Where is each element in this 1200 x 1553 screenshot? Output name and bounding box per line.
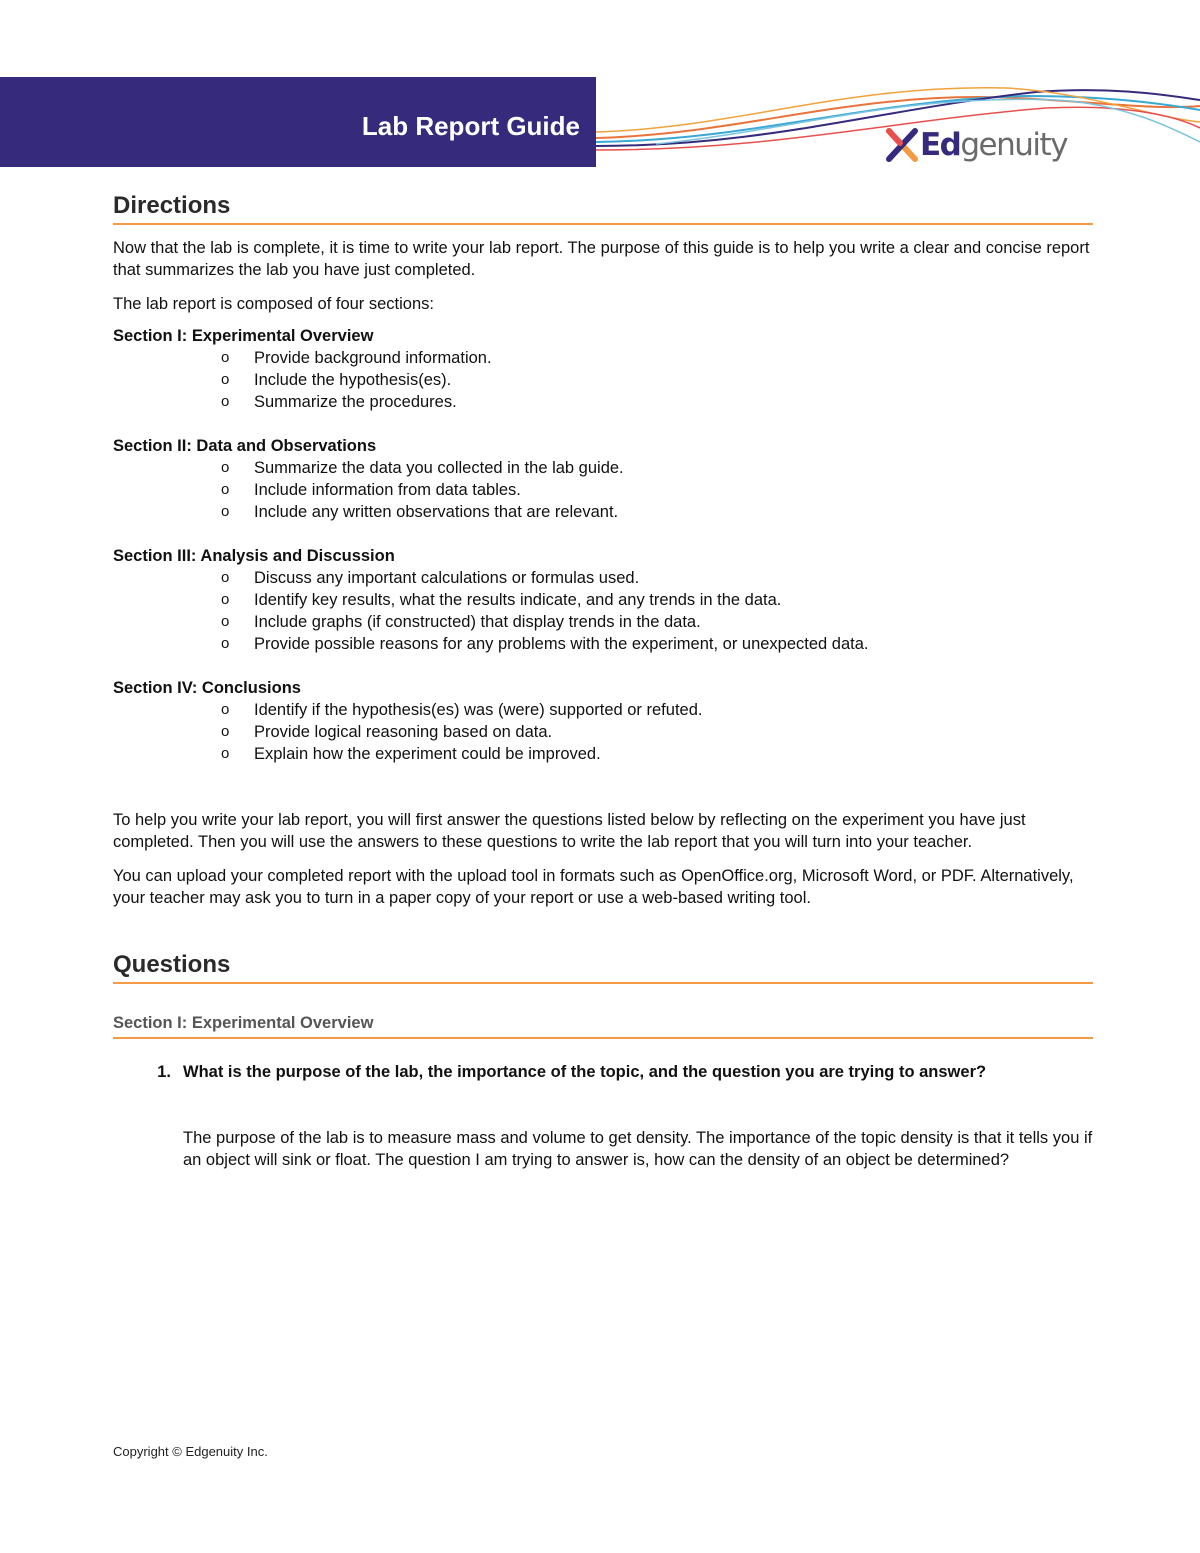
directions-heading: Directions [113,192,1093,225]
section-block [113,677,1093,765]
directions-intro: Now that the lab is complete, it is time to write your lab report. The purpose of this guide is to help you write a clear and concise report that summarizes the lab you have just completed. [113,239,1090,279]
directions-compose: The lab report is composed of four sections: [113,295,434,313]
section-title: Section IV: Conclusions [113,679,301,697]
logo-text-genuity: genuity [960,127,1068,163]
bullet-list [113,347,1093,413]
question-item [113,1061,1093,1171]
section-block [113,545,1093,655]
section-block [113,325,1093,413]
document-body [113,192,1093,1171]
copyright-footer: Copyright © Edgenuity Inc. [113,1444,268,1459]
bullet-item: o Include any written observations that are relevant. [218,501,1093,523]
edgenuity-x-mark-icon [886,128,918,162]
bullet-item: o Provide logical reasoning based on data. [218,721,1093,743]
bullet-item: o Explain how the experiment could be improved. [218,743,1093,765]
section-block [113,435,1093,523]
bullet-list [113,699,1093,765]
help-paragraph: To help you write your lab report, you will first answer the questions listed below by reflecting on the experiment you have just completed. Then you will use the answers to these questions to write the lab report that you will turn into your teacher. [113,811,1026,851]
bullet-item: o Provide background information. [218,347,1093,369]
logo-text-ed: Ed [920,127,961,163]
section-title: Section III: Analysis and Discussion [113,547,395,565]
bullet-item: o Include graphs (if constructed) that display trends in the data. [218,611,1093,633]
bullet-item: o Summarize the procedures. [218,391,1093,413]
bullet-item: o Identify key results, what the results indicate, and any trends in the data. [218,589,1093,611]
bullet-item: o Include the hypothesis(es). [218,369,1093,391]
bullet-list [113,567,1093,655]
bullet-item: o Provide possible reasons for any problems with the experiment, or unexpected data. [218,633,1093,655]
question-text: What is the purpose of the lab, the importance of the topic, and the question you are trying to answer? [183,1063,987,1081]
bullet-item: o Identify if the hypothesis(es) was (were) supported or refuted. [218,699,1093,721]
section-title: Section II: Data and Observations [113,437,377,455]
bullet-item: o Discuss any important calculations or formulas used. [218,567,1093,589]
questions-heading: Questions [113,951,1093,984]
edgenuity-logo [886,125,1067,165]
upload-paragraph: You can upload your completed report with the upload tool in formats such as OpenOffice.org, Microsoft Word, or PDF. Alternatively, your teacher may ask you to turn in a paper copy of your report or use a web-based writing tool. [113,867,1074,907]
header-banner [0,77,596,167]
question-number: 1. [157,1063,171,1081]
section-title: Section I: Experimental Overview [113,327,374,345]
bullet-item: o Include information from data tables. [218,479,1093,501]
bullet-item: o Summarize the data you collected in the lab guide. [218,457,1093,479]
document-title: Lab Report Guide [361,110,580,141]
questions-subsection-title: Section I: Experimental Overview [113,1014,1093,1039]
bullet-list [113,457,1093,523]
answer-text[interactable]: The purpose of the lab is to measure mass and volume to get density. The importance of the topic density is that it tells you if an object will sink or float. The question I am trying to answer is, how can the density of an object be determined? [183,1129,1093,1169]
